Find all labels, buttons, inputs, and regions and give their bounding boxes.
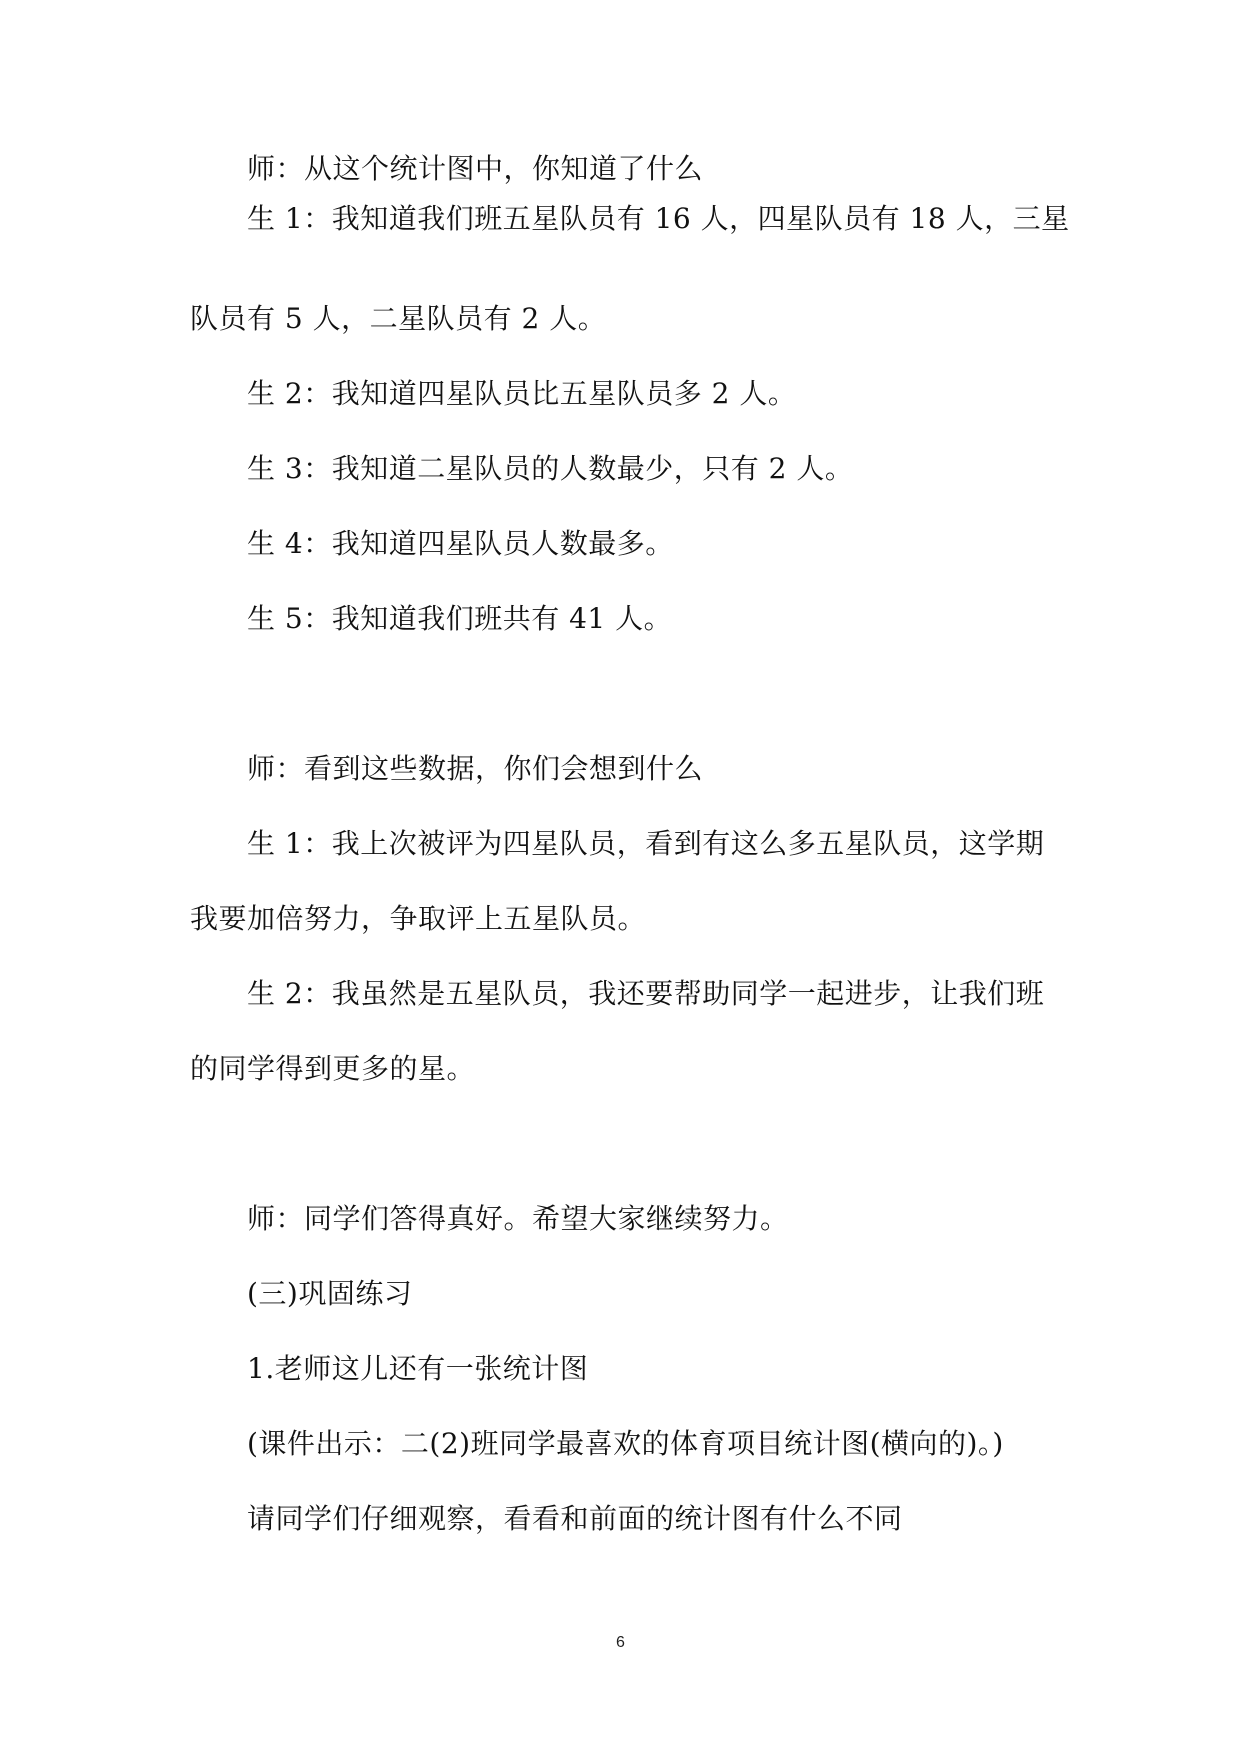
student-2-answer: 生 2：我知道四星队员比五星队员多 2 人。 [247,377,797,410]
section-heading-practice: (三)巩固练习 [247,1277,413,1310]
student-1-answer-line-2: 队员有 5 人，二星队员有 2 人。 [190,302,607,335]
student-2-reflection-line-1: 生 2：我虽然是五星队员，我还要帮助同学一起进步，让我们班 [247,977,1045,1010]
observation-prompt: 请同学们仔细观察，看看和前面的统计图有什么不同 [247,1502,903,1535]
page-number: 6 [616,1634,625,1651]
student-2-reflection-line-2: 的同学得到更多的星。 [190,1052,476,1085]
student-1-answer-line-1: 生 1：我知道我们班五星队员有 16 人，四星队员有 18 人，三星 [247,202,1070,235]
exercise-1: 1.老师这儿还有一张统计图 [247,1352,589,1385]
student-3-answer: 生 3：我知道二星队员的人数最少，只有 2 人。 [247,452,854,485]
student-5-answer: 生 5：我知道我们班共有 41 人。 [247,602,673,635]
courseware-note: (课件出示：二(2)班同学最喜欢的体育项目统计图(横向的)。) [247,1427,1004,1460]
student-1-reflection-line-2: 我要加倍努力，争取评上五星队员。 [190,902,647,935]
teacher-praise: 师：同学们答得真好。希望大家继续努力。 [247,1202,789,1235]
student-4-answer: 生 4：我知道四星队员人数最多。 [247,527,674,560]
student-1-reflection-line-1: 生 1：我上次被评为四星队员，看到有这么多五星队员，这学期 [247,827,1045,860]
teacher-question-2: 师：看到这些数据，你们会想到什么 [247,752,704,785]
teacher-question-1: 师：从这个统计图中，你知道了什么 [247,152,704,185]
